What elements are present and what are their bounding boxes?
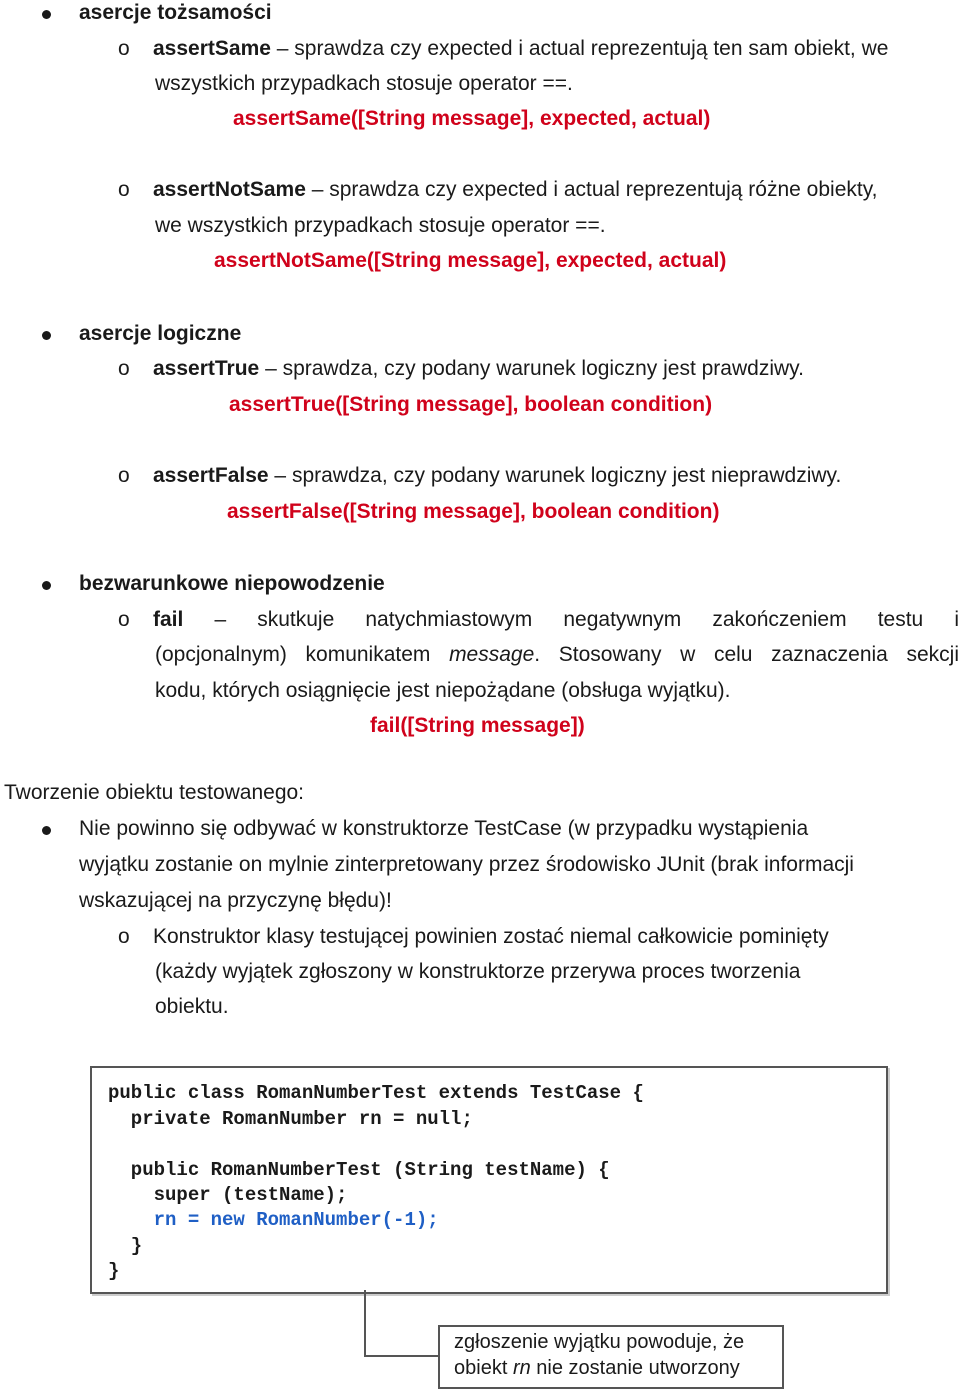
note-text: nie zostanie utworzony — [530, 1357, 740, 1379]
method-signature: assertFalse([String message], boolean condition) — [227, 500, 720, 523]
method-signature: assertNotSame([String message], expected, actual) — [214, 249, 727, 272]
method-description: – sprawdza czy expected i actual reprezentują ten sam obiekt, we — [270, 37, 889, 60]
method-name: fail — [153, 608, 184, 631]
method-description: – skutkuje natychmiastowym negatywnym zakończeniem testu i — [183, 608, 959, 631]
paragraph-line: (każdy wyjątek zgłoszony w konstruktorze przerywa proces tworzenia — [155, 960, 801, 983]
method-signature: fail([String message]) — [370, 714, 585, 737]
code-line: public class RomanNumberTest extends TestCase { — [108, 1082, 644, 1104]
method-description-cont: we wszystkich przypadkach stosuje operator ==. — [155, 214, 606, 237]
sub-marker: o — [118, 464, 130, 487]
callout-connector — [364, 1355, 438, 1357]
method-name: assertNotSame — [153, 178, 306, 201]
sub-marker: o — [118, 608, 130, 631]
code-snippet — [90, 1066, 888, 1294]
code-line: } — [108, 1235, 143, 1257]
callout-note — [438, 1325, 784, 1389]
method-signature: assertTrue([String message], boolean condition) — [229, 393, 713, 416]
note-italic: rn — [512, 1357, 531, 1379]
method-name: assertFalse — [153, 464, 269, 487]
sub-marker: o — [118, 925, 130, 948]
note-line: zgłoszenie wyjątku powoduje, że — [454, 1331, 745, 1353]
paragraph-line: wyjątku zostanie on mylnie zinterpretowany przez środowisko JUnit (brak informacji — [79, 853, 854, 876]
list-item — [153, 172, 878, 208]
paragraph-line: obiektu. — [155, 995, 229, 1018]
bullet-dot — [42, 826, 51, 835]
paragraph-line: Konstruktor klasy testującej powinien zostać niemal całkowicie pominięty — [153, 925, 829, 948]
section-heading-main: Tworzenie obiektu testowanego: — [4, 781, 305, 804]
list-item — [153, 602, 959, 638]
code-line: public RomanNumberTest (String testName) { — [108, 1159, 610, 1181]
code-line: } — [108, 1260, 120, 1282]
code-line: private RomanNumber rn = null; — [108, 1108, 473, 1130]
section-heading: bezwarunkowe niepowodzenie — [79, 572, 385, 595]
method-name: assertTrue — [153, 357, 260, 380]
description-text: . Stosowany w celu zaznaczenia sekcji — [534, 643, 960, 666]
section-heading: asercje tożsamości — [79, 1, 272, 24]
note-text: obiekt — [454, 1357, 513, 1379]
description-text: (opcjonalnym) komunikatem — [155, 643, 450, 666]
method-description: – sprawdza czy expected i actual reprezentują różne obiekty, — [305, 178, 878, 201]
method-description-cont — [155, 637, 959, 673]
code-line: super (testName); — [108, 1184, 348, 1206]
section-heading: asercje logiczne — [79, 322, 242, 345]
bullet-dot — [42, 331, 51, 340]
method-description-cont: wszystkich przypadkach stosuje operator ==. — [155, 72, 573, 95]
callout-connector — [364, 1290, 366, 1356]
sub-marker: o — [118, 37, 130, 60]
sub-marker: o — [118, 357, 130, 380]
list-item — [153, 31, 888, 67]
description-italic: message — [449, 643, 535, 666]
list-item — [153, 351, 804, 387]
sub-marker: o — [118, 178, 130, 201]
bullet-dot — [42, 10, 51, 19]
note-line — [454, 1357, 740, 1380]
method-name: assertSame — [153, 37, 271, 60]
method-description: – sprawdza, czy podany warunek logiczny jest prawdziwy. — [259, 357, 804, 380]
bullet-dot — [42, 581, 51, 590]
method-description-cont: kodu, których osiągnięcie jest niepożądane (obsługa wyjątku). — [155, 679, 731, 702]
paragraph-line: Nie powinno się odbywać w konstruktorze TestCase (w przypadku wystąpienia — [79, 817, 809, 840]
paragraph-line: wskazującej na przyczynę błędu)! — [79, 889, 392, 912]
list-item — [153, 458, 841, 494]
code-line-highlight: rn = new RomanNumber(-1); — [108, 1209, 439, 1231]
method-description: – sprawdza, czy podany warunek logiczny jest nieprawdziwy. — [268, 464, 842, 487]
method-signature: assertSame([String message], expected, actual) — [233, 107, 711, 130]
